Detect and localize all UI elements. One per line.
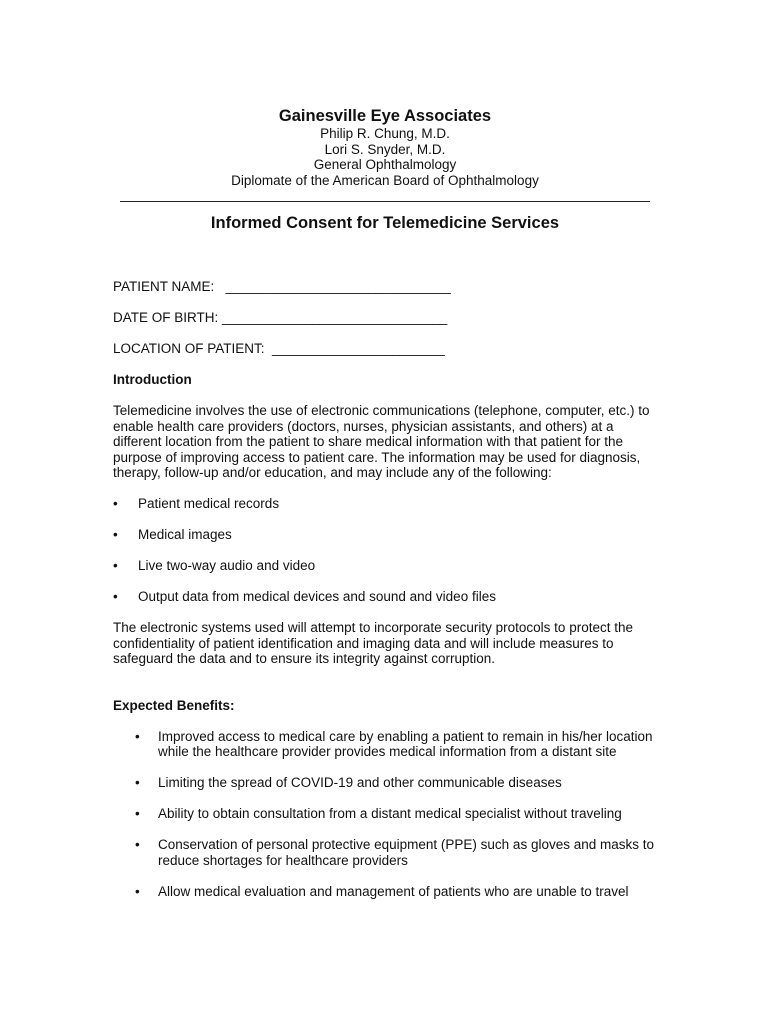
list-item-text: Limiting the spread of COVID-19 and other communicable diseases [158,775,562,790]
list-item [113,527,663,543]
list-item-text: Improved access to medical care by enabling a patient to remain in his/her location while the healthcare provider provides medical information from a distant site [158,728,653,759]
list-item-text: Allow medical evaluation and management of patients who are unable to travel [158,883,629,899]
specialty: General Ophthalmology [313,157,457,172]
list-item [113,496,663,512]
list-item [113,558,663,574]
location-of-patient-field[interactable]: LOCATION OF PATIENT: _______________________ [113,341,445,356]
list-item [113,775,663,791]
bullet-icon: • [135,775,140,790]
list-item-text: Output data from medical devices and sound and video files [138,589,496,604]
list-item [113,884,663,900]
telemedicine-info-list [113,496,663,605]
physician-name-2: Lori S. Snyder, M.D. [324,141,446,157]
list-item [113,729,663,760]
header-divider [120,201,650,202]
bullet-icon: • [113,589,118,604]
bullet-icon: • [113,558,118,573]
expected-benefits-list [113,729,663,900]
introduction-paragraph: Telemedicine involves the use of electronic communications (telephone, computer, etc.) to enable health care providers (doctors, nurses, physician assistants, and others) at a different location from the patient to share medical information with that patient for the purpose of improving access to patient care. The information may be used for diagnosis, therapy, follow-up and/or education, and may include any of the following: [113,403,650,480]
list-item-text: Conservation of personal protective equipment (PPE) such as gloves and masks to reduce shortages for healthcare providers [158,837,655,868]
letterhead [0,106,770,188]
bullet-icon: • [135,806,140,821]
list-item-text: Ability to obtain consultation from a distant medical specialist without traveling [158,806,622,821]
bullet-icon: • [135,728,140,744]
patient-name-field[interactable]: PATIENT NAME: ______________________________ [113,279,451,294]
organization-name: Gainesville Eye Associates [278,107,492,125]
list-item [113,837,663,868]
document-title: Informed Consent for Telemedicine Services [210,214,560,232]
introduction-heading: Introduction [113,372,192,387]
physician-name-1: Philip R. Chung, M.D. [320,126,450,141]
section-spacer [113,682,663,698]
list-item-text: Live two-way audio and video [138,558,316,573]
list-item-text: Medical images [138,527,232,542]
security-paragraph: The electronic systems used will attempt to incorporate security protocols to protect the confidentiality of patient identification and imaging data and will include measures to safeguard the data and to ensure its integrity against corruption. [113,620,633,666]
date-of-birth-field[interactable]: DATE OF BIRTH: ______________________________ [113,310,448,325]
bullet-icon: • [135,883,140,899]
list-item [113,806,663,822]
list-item [113,589,663,605]
bullet-icon: • [135,837,140,852]
bullet-icon: • [113,527,118,542]
expected-benefits-heading: Expected Benefits: [113,697,235,713]
board-certification: Diplomate of the American Board of Ophthalmology [231,172,539,188]
bullet-icon: • [113,496,118,511]
document-body [113,279,663,915]
list-item-text: Patient medical records [138,496,280,511]
